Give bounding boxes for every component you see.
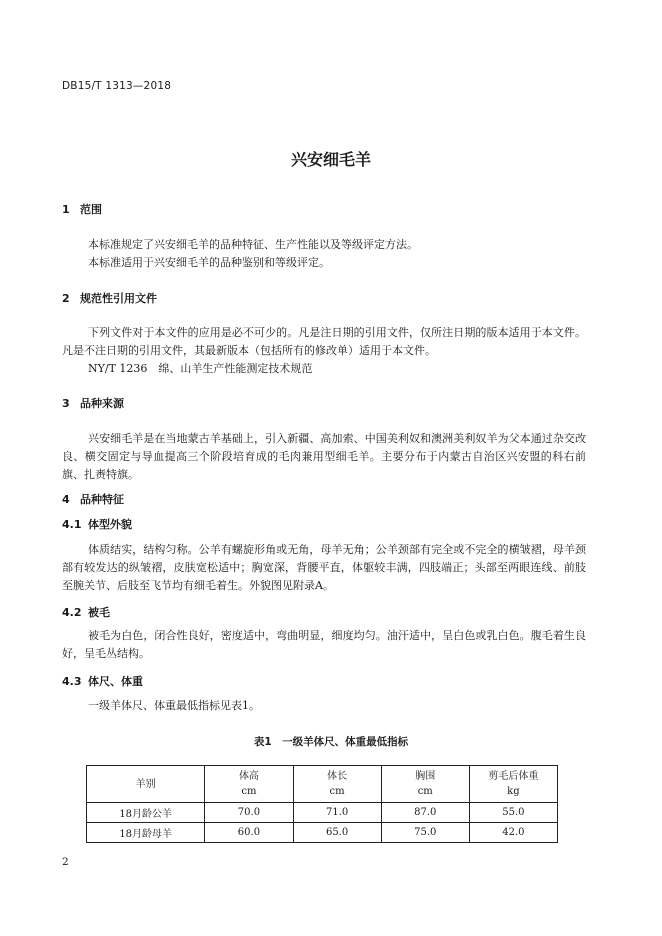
subsection-title: 体型外貌	[88, 518, 132, 531]
table-cell: 18月龄母羊	[87, 823, 205, 843]
section-heading-4	[62, 491, 124, 507]
header-unit: kg	[507, 786, 520, 797]
section-number: 2	[62, 292, 70, 305]
subsection-heading-4-2	[62, 604, 110, 620]
paragraph: 兴安细毛羊是在当地蒙古羊基础上，引入新疆、高加索、中国美利奴和澳洲美利奴羊为父本通过杂交改良、横交固定与导血提高三个阶段培育成的毛肉兼用型细毛羊。主要分布于内蒙古自治区兴安盟的科右前旗、扎赉特旗。	[62, 432, 586, 481]
table-row	[87, 803, 558, 823]
header-name: 胸围	[415, 771, 436, 782]
table-header-row	[87, 766, 558, 803]
section-number: 1	[62, 203, 70, 216]
header-cell	[87, 766, 205, 803]
document-title: 兴安细毛羊	[290, 150, 371, 169]
header-cell	[293, 766, 381, 803]
paragraph: 下列文件对于本文件的应用是必不可少的。凡是注日期的引用文件，仅所注日期的版本适用于本文件。凡是不注日期的引用文件，其最新版本（包括所有的修改单）适用于本文件。	[62, 326, 586, 357]
table-cell: 42.0	[469, 823, 557, 843]
section-title: 范围	[80, 203, 102, 216]
subsection-heading-4-3	[62, 673, 143, 689]
paragraph: 体质结实，结构匀称。公羊有螺旋形角或无角，母羊无角；公羊颈部有完全或不完全的横皱褶，母羊颈部有较发达的纵皱褶，皮肤宽松适中；胸宽深，背腰平直，体躯较丰满，四肢端正；头部至两眼连线、前肢至腕关节、后肢至飞节均有细毛着生。外貌图见附录A。	[62, 543, 586, 592]
measurement-table	[86, 765, 558, 843]
section-heading-2	[62, 290, 157, 306]
table-cell: 70.0	[205, 803, 293, 823]
table-row	[87, 823, 558, 843]
table-cell: 55.0	[469, 803, 557, 823]
paragraph: 本标准规定了兴安细毛羊的品种特征、生产性能以及等级评定方法。	[88, 238, 418, 251]
header-name: 剪毛后体重	[488, 771, 539, 782]
table-cell: 87.0	[381, 803, 469, 823]
page-number: 2	[62, 856, 69, 868]
section-heading-1	[62, 201, 102, 217]
subsection-number: 4.1	[62, 518, 82, 531]
header-unit: cm	[329, 786, 345, 797]
header-cell	[381, 766, 469, 803]
section-title: 品种特征	[80, 493, 124, 506]
paragraph: 一级羊体尺、体重最低指标见表1。	[88, 699, 260, 712]
table-cell: 75.0	[381, 823, 469, 843]
table-cell: 18月龄公羊	[87, 803, 205, 823]
table-cell: 65.0	[293, 823, 381, 843]
reference-item: NY/T 1236 绵、山羊生产性能测定技术规范	[88, 362, 313, 375]
section-title: 品种来源	[80, 397, 124, 410]
table-cell: 60.0	[205, 823, 293, 843]
section-number: 3	[62, 397, 70, 410]
subsection-number: 4.3	[62, 675, 82, 688]
header-cell	[205, 766, 293, 803]
header-name: 羊别	[135, 778, 156, 790]
header-unit: cm	[417, 786, 433, 797]
paragraph: 本标准适用于兴安细毛羊的品种鉴别和等级评定。	[88, 256, 330, 269]
header-name: 体长	[327, 771, 348, 782]
section-title: 规范性引用文件	[80, 292, 157, 305]
section-number: 4	[62, 493, 70, 506]
section-heading-3	[62, 395, 124, 411]
header-cell	[469, 766, 557, 803]
subsection-heading-4-1	[62, 516, 132, 532]
subsection-title: 被毛	[88, 606, 110, 619]
header-name: 体高	[238, 771, 259, 782]
subsection-title: 体尺、体重	[88, 675, 143, 688]
document-number: DB15/T 1313—2018	[62, 80, 172, 92]
table-cell: 71.0	[293, 803, 381, 823]
header-unit: cm	[241, 786, 257, 797]
table-caption: 表1 一级羊体尺、体重最低指标	[253, 736, 409, 748]
paragraph: 被毛为白色，闭合性良好，密度适中，弯曲明显，细度均匀。油汗适中，呈白色或乳白色。腹毛着生良好，呈毛丛结构。	[62, 629, 586, 660]
subsection-number: 4.2	[62, 606, 82, 619]
